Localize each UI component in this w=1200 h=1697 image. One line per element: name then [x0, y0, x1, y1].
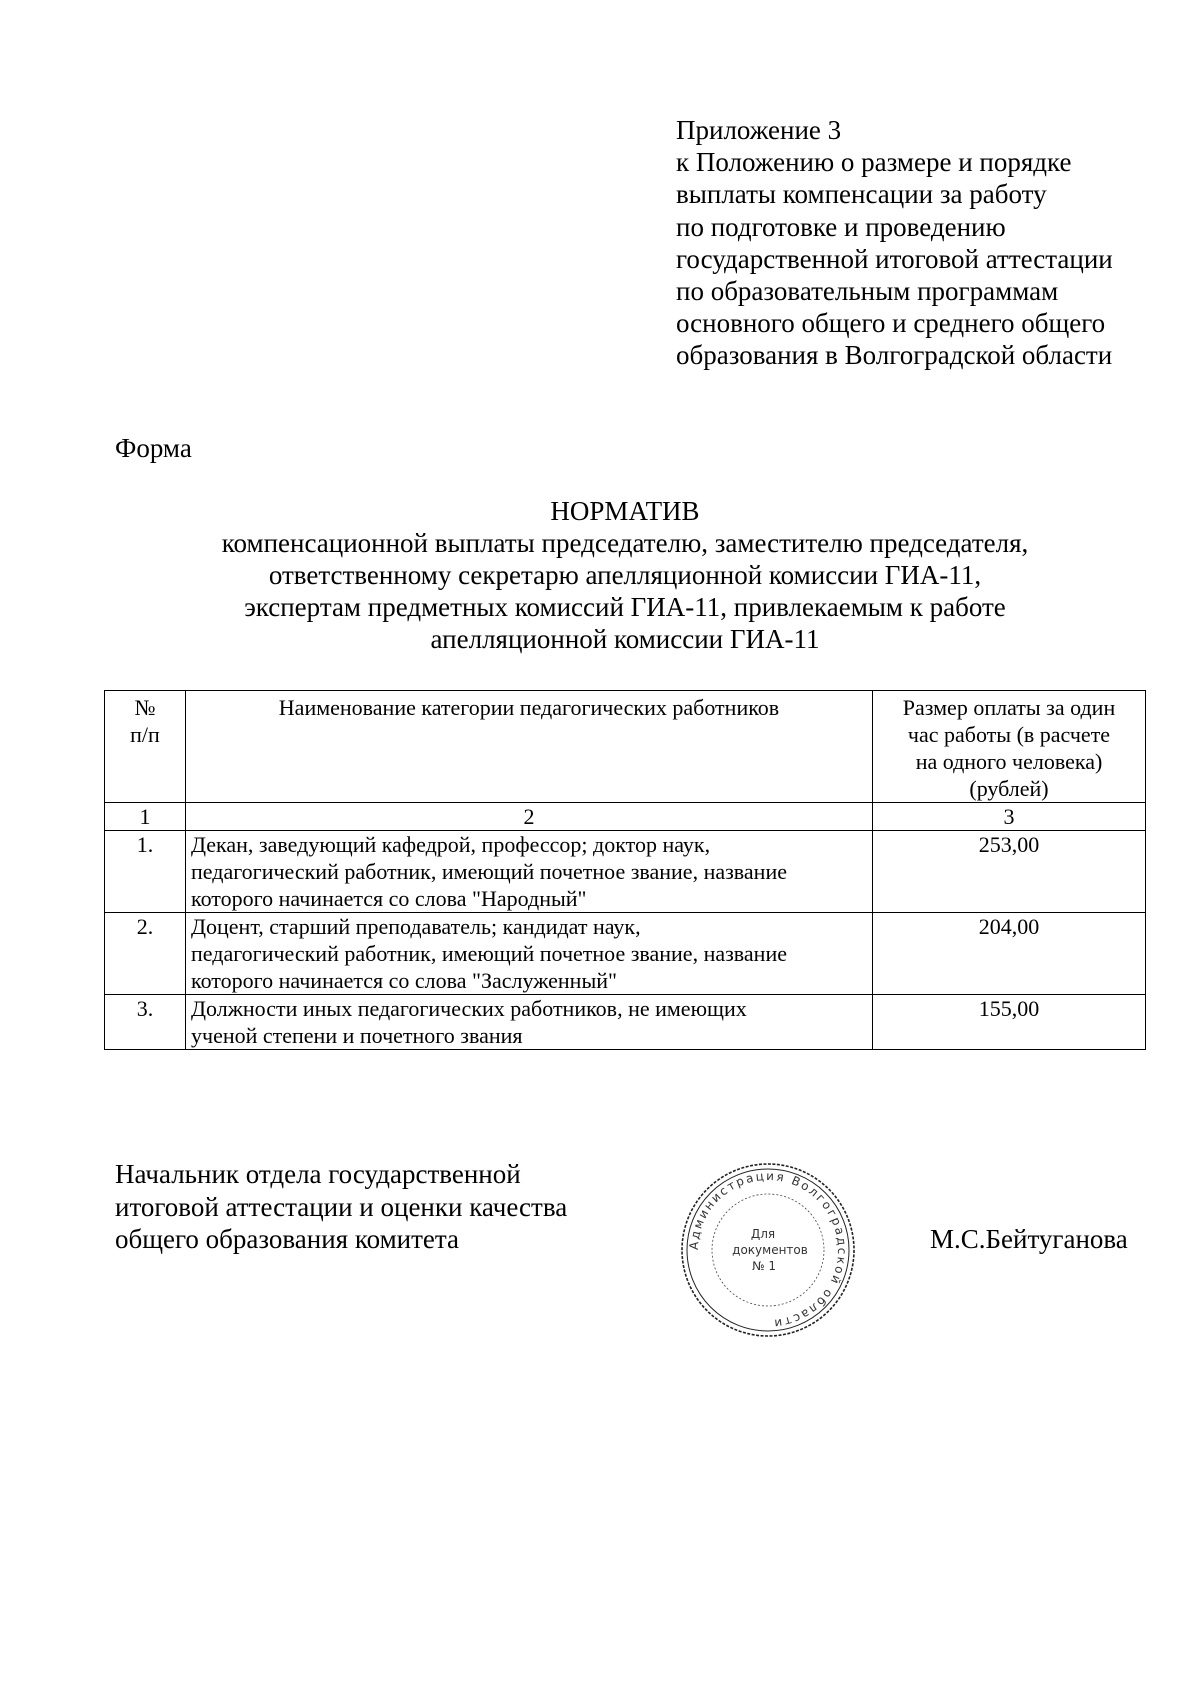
- table-header-row: [105, 691, 1146, 803]
- column-number: 2: [186, 803, 873, 831]
- table-row: [105, 995, 1146, 1050]
- row-category: Доцент, старший преподаватель; кандидат наук, педагогический работник, имеющий почетное звание, название которого начинается со слова "Заслуженный": [186, 913, 873, 995]
- stamp-center-line: документов: [732, 1243, 808, 1257]
- table-row: [105, 831, 1146, 913]
- title-line: апелляционной комиссии ГИА-11: [430, 624, 820, 654]
- signer-position: [115, 1158, 567, 1256]
- appendix-line: по подготовке и проведению: [676, 211, 1006, 242]
- appendix-line: основного общего и среднего общего: [676, 308, 1106, 339]
- row-number: 3.: [105, 995, 186, 1050]
- column-number: 1: [105, 803, 186, 831]
- signer-line: Начальник отдела государственной: [115, 1159, 521, 1189]
- appendix-line: к Положению о размере и порядке: [676, 147, 1072, 178]
- row-rate: 204,00: [873, 913, 1146, 995]
- document-title: [100, 495, 1150, 655]
- appendix-line: выплаты компенсации за работу: [676, 179, 1047, 210]
- appendix-block: [676, 114, 1176, 372]
- signer-name: М.С.Бейтуганова: [930, 1224, 1128, 1254]
- title-line: компенсационной выплаты председателю, заместителю председателя,: [221, 528, 1029, 558]
- stamp-ring-text: Администрация Волгоградской области: [686, 1168, 850, 1331]
- row-category: Декан, заведующий кафедрой, профессор; доктор наук, педагогический работник, имеющий почетное звание, название которого начинается со слова "Народный": [186, 831, 873, 913]
- header-number: № п/п: [105, 691, 186, 803]
- row-rate: 253,00: [873, 831, 1146, 913]
- title-line: ответственному секретарю апелляционной комиссии ГИА-11,: [268, 560, 982, 590]
- row-number: 1.: [105, 831, 186, 913]
- title-line: экспертам предметных комиссий ГИА-11, привлекаемым к работе: [244, 592, 1006, 622]
- rates-table: [104, 690, 1146, 1050]
- form-label: Форма: [115, 433, 192, 463]
- row-category: Должности иных педагогических работников, не имеющих ученой степени и почетного звания: [186, 995, 873, 1050]
- title-heading: НОРМАТИВ: [550, 496, 700, 526]
- stamp-center-line: № 1: [752, 1259, 776, 1273]
- stamp-center-line: Для: [750, 1227, 776, 1241]
- table-row: [105, 913, 1146, 995]
- appendix-line: по образовательным программам: [676, 276, 1059, 307]
- header-rate: Размер оплаты за один час работы (в расчете на одного человека) (рублей): [873, 691, 1146, 803]
- signer-line: итоговой аттестации и оценки качества: [115, 1191, 568, 1222]
- appendix-line: Приложение 3: [676, 115, 842, 145]
- row-number: 2.: [105, 913, 186, 995]
- header-category: Наименование категории педагогических работников: [186, 691, 873, 803]
- column-number: 3: [873, 803, 1146, 831]
- signer-line: общего образования комитета: [115, 1224, 459, 1254]
- official-stamp: [678, 1160, 858, 1340]
- column-numbers-row: [105, 803, 1146, 831]
- appendix-line: образования в Волгоградской области: [676, 340, 1113, 371]
- row-rate: 155,00: [873, 995, 1146, 1050]
- appendix-line: государственной итоговой аттестации: [676, 243, 1113, 274]
